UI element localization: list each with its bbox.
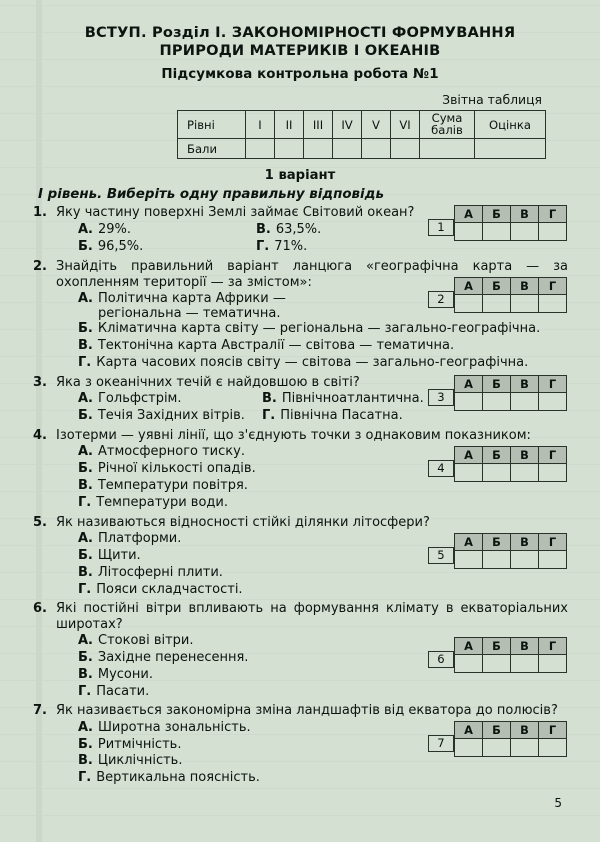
question-3-number: 3. xyxy=(33,374,47,390)
option-text: Політична карта Африки — регіональна — тематична. xyxy=(98,290,286,322)
question-6-answer-cell-g[interactable] xyxy=(539,655,567,673)
grid-header-g: Г xyxy=(539,533,567,550)
question-6 xyxy=(30,601,570,700)
option-letter: Б. xyxy=(78,649,93,665)
question-2-answer-cell-a[interactable] xyxy=(455,295,483,313)
question-5-option-g[interactable] xyxy=(78,582,243,599)
option-letter: Г. xyxy=(256,238,270,254)
list-item xyxy=(78,770,570,787)
question-3-answer-cell-b[interactable] xyxy=(483,392,511,410)
question-5-grid-number: 5 xyxy=(428,547,454,564)
question-3-answer-cell-v[interactable] xyxy=(511,392,539,410)
option-letter: В. xyxy=(78,338,93,354)
question-4 xyxy=(30,428,570,512)
list-item xyxy=(78,684,570,701)
question-4-answer-cell-b[interactable] xyxy=(483,463,511,481)
question-1-stem: Яку частину поверхні Землі займає Світовий океан? xyxy=(56,205,415,221)
option-text: Атмосферного тиску. xyxy=(98,444,245,460)
table-row xyxy=(455,739,567,757)
table-row xyxy=(455,375,567,392)
question-3-option-v[interactable] xyxy=(262,391,424,408)
question-4-answer-cell-v[interactable] xyxy=(511,463,539,481)
grid-header-a: А xyxy=(455,446,483,463)
option-text: Платформи. xyxy=(98,530,182,546)
question-7-grid-number: 7 xyxy=(428,735,454,752)
variant-label: 1 варіант xyxy=(264,168,336,184)
question-5-answer-grid[interactable] xyxy=(428,533,567,569)
grid-header-a: А xyxy=(455,638,483,655)
question-2-answer-grid[interactable] xyxy=(428,277,567,313)
report-input-iv[interactable] xyxy=(333,139,362,159)
question-2-stem: Знайдіть правильний варіант ланцюга «географічна карта — за охопленням території — за змістом»: xyxy=(56,259,568,290)
report-col-sum-line-2: балів xyxy=(431,122,463,137)
grid-header-g: Г xyxy=(539,206,567,223)
report-col-iv: IV xyxy=(333,110,362,139)
option-letter: А. xyxy=(78,391,93,407)
option-letter: В. xyxy=(262,391,277,407)
option-text: Західне перенесення. xyxy=(97,649,249,665)
report-col-i: I xyxy=(246,110,275,139)
question-5-option-v[interactable] xyxy=(78,565,223,582)
question-4-number: 4. xyxy=(33,427,47,443)
report-col-iii: III xyxy=(304,110,333,139)
option-letter: В. xyxy=(78,564,93,580)
grid-header-v: В xyxy=(511,638,539,655)
grid-header-a: А xyxy=(455,278,483,295)
grid-header-v: В xyxy=(511,278,539,295)
question-7-answer-grid[interactable] xyxy=(428,721,567,757)
table-row xyxy=(455,463,567,481)
report-row-label-points: Бали xyxy=(178,139,246,159)
question-7-answer-cell-a[interactable] xyxy=(455,739,483,757)
report-col-sum-line-1: Сума xyxy=(431,110,463,125)
question-2-option-g[interactable] xyxy=(78,355,528,372)
table-row xyxy=(455,722,567,739)
grid-header-v: В xyxy=(511,375,539,392)
level-instruction: І рівень. Виберіть одну правильну відповідь xyxy=(38,187,384,203)
grid-header-v: В xyxy=(511,533,539,550)
option-letter: Б. xyxy=(78,736,93,752)
option-text: Течія Західних вітрів. xyxy=(97,408,245,424)
question-1-number: 1. xyxy=(33,205,47,221)
option-letter: Г. xyxy=(78,683,92,699)
question-4-answer-cell-a[interactable] xyxy=(455,463,483,481)
option-letter: А. xyxy=(78,290,93,306)
question-6-option-b[interactable] xyxy=(78,650,248,667)
option-text: Північноатлантична. xyxy=(281,391,424,407)
question-2-option-v[interactable] xyxy=(78,338,454,355)
option-text: 96,5%. xyxy=(97,238,144,254)
question-7-answer-cell-b[interactable] xyxy=(483,739,511,757)
question-7-answer-cell-g[interactable] xyxy=(539,739,567,757)
option-text: Пасати. xyxy=(96,683,150,699)
question-5-answer-cell-g[interactable] xyxy=(539,550,567,568)
question-1-answer-grid[interactable] xyxy=(428,205,567,241)
report-input-ii[interactable] xyxy=(275,139,304,159)
option-text: Широтна зональність. xyxy=(98,719,251,735)
question-6-option-g[interactable] xyxy=(78,684,149,701)
grid-header-b: Б xyxy=(483,375,511,392)
question-5 xyxy=(30,515,570,599)
option-letter: Г. xyxy=(78,494,92,510)
option-text: Ритмічність. xyxy=(97,736,182,752)
table-row xyxy=(455,295,567,313)
option-letter: Б. xyxy=(78,461,93,477)
option-letter: В. xyxy=(78,477,93,493)
table-row xyxy=(455,638,567,655)
option-text: Тектонічна карта Австралії — світова — тематична. xyxy=(97,338,455,354)
question-1-option-a[interactable] xyxy=(78,222,256,239)
report-table-section xyxy=(30,92,570,160)
option-text: Стокові вітри. xyxy=(98,632,194,648)
grid-header-b: Б xyxy=(483,533,511,550)
grid-header-g: Г xyxy=(539,375,567,392)
report-col-vi: VI xyxy=(391,110,420,139)
option-letter: А. xyxy=(78,221,93,237)
table-row xyxy=(455,392,567,410)
list-item xyxy=(78,321,570,338)
question-5-answer-cell-v[interactable] xyxy=(511,550,539,568)
report-col-mark: Оцінка xyxy=(475,110,546,139)
question-7-stem: Як називається закономірна зміна ландшафтів від екватора до полюсів? xyxy=(56,703,558,719)
grid-header-g: Г xyxy=(539,722,567,739)
option-text: Кліматична карта світу — регіональна — загально-географічна. xyxy=(97,321,541,337)
question-4-option-v[interactable] xyxy=(78,478,248,495)
question-3-stem: Яка з океанічних течій є найдовшою в світі? xyxy=(56,374,360,390)
question-3-grid-number: 3 xyxy=(428,389,454,406)
question-2-answer-cell-v[interactable] xyxy=(511,295,539,313)
question-6-answer-cell-b[interactable] xyxy=(483,655,511,673)
grid-header-a: А xyxy=(455,533,483,550)
option-text: 71%. xyxy=(274,238,308,254)
report-col-v: V xyxy=(362,110,391,139)
table-row xyxy=(455,206,567,223)
question-5-number: 5. xyxy=(33,514,47,530)
table-row xyxy=(455,446,567,463)
page-title-line-2: ПРИРОДИ МАТЕРИКІВ І ОКЕАНІВ xyxy=(159,41,441,59)
option-letter: Б. xyxy=(78,238,93,254)
list-item xyxy=(78,355,570,372)
option-text: Пояси складчастості. xyxy=(96,581,243,597)
question-2-answer-cell-b[interactable] xyxy=(483,295,511,313)
question-6-answer-cell-v[interactable] xyxy=(511,655,539,673)
option-letter: Г. xyxy=(78,770,92,786)
option-text: Карта часових поясів світу — світова — загально-географічна. xyxy=(96,355,529,371)
grid-header-b: Б xyxy=(483,206,511,223)
question-5-stem: Як називаються відносності стійкі ділянки літосфери? xyxy=(56,514,430,530)
question-3-answer-grid[interactable] xyxy=(428,375,567,411)
list-item xyxy=(78,495,570,512)
question-6-answer-grid[interactable] xyxy=(428,637,567,673)
question-1-answer-cell-v[interactable] xyxy=(511,223,539,241)
question-7-answer-cell-v[interactable] xyxy=(511,739,539,757)
question-3-answer-cell-a[interactable] xyxy=(455,392,483,410)
question-1-answer-cell-b[interactable] xyxy=(483,223,511,241)
grid-header-a: А xyxy=(455,722,483,739)
option-text: Мусони. xyxy=(97,666,153,682)
option-text: Температури води. xyxy=(96,494,228,510)
page-title-line-1: ВСТУП. Розділ І. ЗАКОНОМІРНОСТІ ФОРМУВАННЯ xyxy=(84,24,516,41)
question-2-number: 2. xyxy=(33,259,47,275)
question-4-option-g[interactable] xyxy=(78,495,228,512)
question-4-answer-grid[interactable] xyxy=(428,446,567,482)
page-title xyxy=(40,24,560,60)
grid-header-b: Б xyxy=(483,446,511,463)
report-input-mark[interactable] xyxy=(475,139,546,159)
option-text: Циклічність. xyxy=(97,753,183,769)
question-2-answer-cell-g[interactable] xyxy=(539,295,567,313)
question-1-grid-number: 1 xyxy=(428,219,454,236)
report-input-sum[interactable] xyxy=(420,139,475,159)
report-input-vi[interactable] xyxy=(391,139,420,159)
option-letter: Б. xyxy=(78,321,93,337)
grid-header-b: Б xyxy=(483,638,511,655)
report-table-caption: Звітна таблиця xyxy=(442,91,542,107)
grid-header-b: Б xyxy=(483,278,511,295)
question-6-option-a[interactable] xyxy=(78,633,194,650)
question-3-option-a[interactable] xyxy=(78,391,262,408)
question-7-option-a[interactable] xyxy=(78,720,251,737)
grid-header-g: Г xyxy=(539,446,567,463)
question-7-option-b[interactable] xyxy=(78,737,181,754)
question-4-option-a[interactable] xyxy=(78,444,245,461)
option-letter: Б. xyxy=(78,408,93,424)
option-text: 29%. xyxy=(98,221,132,237)
question-5-answer-cell-a[interactable] xyxy=(455,550,483,568)
report-input-i[interactable] xyxy=(246,139,275,159)
grid-header-v: В xyxy=(511,446,539,463)
question-1-option-g[interactable] xyxy=(256,239,307,256)
question-7-option-g[interactable] xyxy=(78,770,260,787)
report-row-label-levels: Рівні xyxy=(178,110,246,139)
grid-header-g: Г xyxy=(539,278,567,295)
table-row xyxy=(455,278,567,295)
question-7 xyxy=(30,703,570,787)
question-5-option-b[interactable] xyxy=(78,548,141,565)
table-row xyxy=(455,223,567,241)
question-6-number: 6. xyxy=(33,601,47,617)
option-letter: В. xyxy=(256,221,271,237)
option-text: 63,5%. xyxy=(275,221,322,237)
option-letter: Г. xyxy=(78,581,92,597)
option-letter: А. xyxy=(78,719,93,735)
question-6-option-v[interactable] xyxy=(78,667,153,684)
question-4-answer-cell-g[interactable] xyxy=(539,463,567,481)
question-4-stem: Ізотерми — уявні лінії, що з'єднують точки з однаковим показником: xyxy=(56,427,531,443)
list-item xyxy=(78,582,570,599)
option-text: Щити. xyxy=(97,547,141,563)
question-2-grid-number: 2 xyxy=(428,291,454,308)
question-4-grid-number: 4 xyxy=(428,460,454,477)
question-1-answer-cell-a[interactable] xyxy=(455,223,483,241)
grid-header-a: А xyxy=(455,206,483,223)
report-col-ii: II xyxy=(275,110,304,139)
table-row xyxy=(178,139,546,159)
question-5-option-a[interactable] xyxy=(78,531,181,548)
question-5-answer-cell-b[interactable] xyxy=(483,550,511,568)
question-1-option-b[interactable] xyxy=(78,239,256,256)
question-2-option-b[interactable] xyxy=(78,321,540,338)
question-3-option-b[interactable] xyxy=(78,408,262,425)
option-text: Річної кількості опадів. xyxy=(97,461,256,477)
option-text: Гольфстрім. xyxy=(98,391,182,407)
question-1 xyxy=(30,205,570,255)
question-6-answer-cell-a[interactable] xyxy=(455,655,483,673)
page-number: 5 xyxy=(554,796,562,810)
question-2 xyxy=(30,259,570,371)
grid-header-g: Г xyxy=(539,638,567,655)
table-row xyxy=(178,110,546,139)
option-letter: А. xyxy=(78,444,93,460)
table-row xyxy=(455,533,567,550)
table-row xyxy=(455,655,567,673)
option-letter: Г. xyxy=(262,408,276,424)
option-letter: Г. xyxy=(78,355,92,371)
question-7-number: 7. xyxy=(33,703,47,719)
question-1-answer-cell-g[interactable] xyxy=(539,223,567,241)
grid-header-v: В xyxy=(511,722,539,739)
page-subtitle: Підсумкова контрольна робота №1 xyxy=(161,66,439,82)
option-text: Температури повітря. xyxy=(97,477,248,493)
question-3-option-g[interactable] xyxy=(262,408,403,425)
report-input-iii[interactable] xyxy=(304,139,333,159)
option-text: Північна Пасатна. xyxy=(280,408,403,424)
list-item xyxy=(78,338,570,355)
report-table[interactable] xyxy=(177,110,546,160)
option-letter: А. xyxy=(78,530,93,546)
question-7-option-v[interactable] xyxy=(78,753,182,770)
option-text: Вертикальна поясність. xyxy=(96,770,260,786)
question-3 xyxy=(30,375,570,425)
question-6-grid-number: 6 xyxy=(428,651,454,668)
option-text: Літосферні плити. xyxy=(97,564,223,580)
report-col-sum xyxy=(420,110,475,139)
question-1-option-v[interactable] xyxy=(256,222,321,239)
grid-header-v: В xyxy=(511,206,539,223)
question-3-answer-cell-g[interactable] xyxy=(539,392,567,410)
option-letter: В. xyxy=(78,666,93,682)
grid-header-b: Б xyxy=(483,722,511,739)
table-row xyxy=(455,550,567,568)
option-letter: Б. xyxy=(78,547,93,563)
question-4-option-b[interactable] xyxy=(78,461,256,478)
report-input-v[interactable] xyxy=(362,139,391,159)
option-letter: А. xyxy=(78,632,93,648)
grid-header-a: А xyxy=(455,375,483,392)
question-2-option-a[interactable] xyxy=(78,291,308,321)
option-letter: В. xyxy=(78,753,93,769)
question-6-stem: Які постійні вітри впливають на формування клімату в екваторіальних широтах? xyxy=(56,601,568,632)
